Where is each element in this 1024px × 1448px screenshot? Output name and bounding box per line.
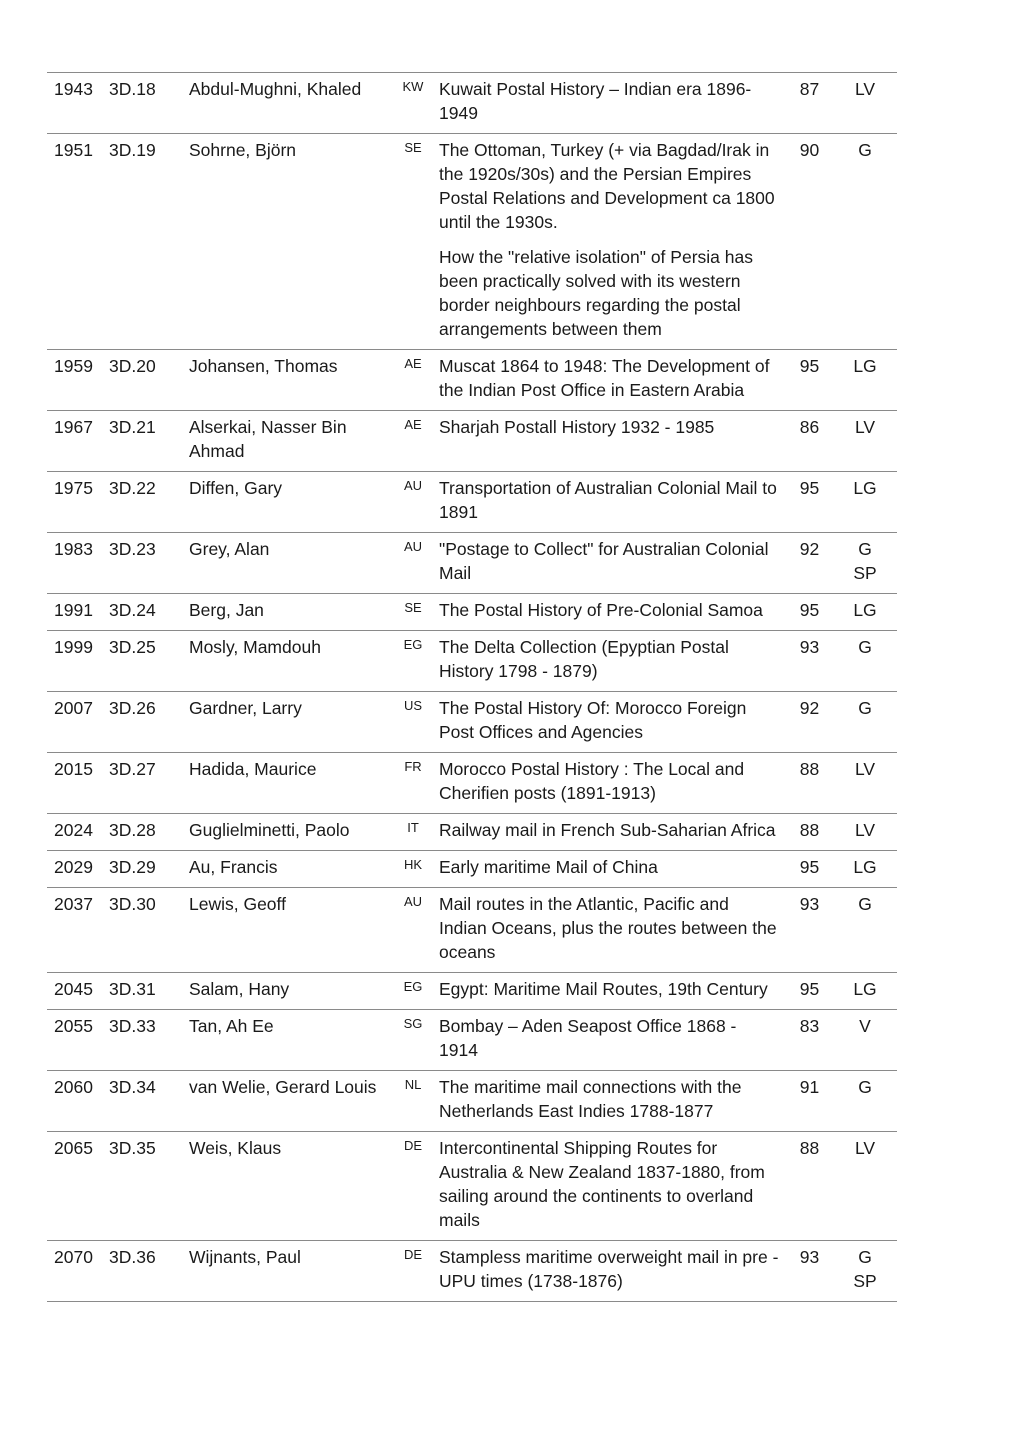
exhibitor-name: Grey, Alan	[185, 533, 393, 594]
exhibit-title-paragraph: Intercontinental Shipping Routes for Australia & New Zealand 1837-1880, from sailing around the continents to overland mails	[439, 1138, 765, 1230]
medal	[833, 1010, 897, 1071]
exhibitor-name: Alserkai, Nasser Bin Ahmad	[185, 411, 393, 472]
exhibitor-name: Johansen, Thomas	[185, 350, 393, 411]
class-code: 3D.21	[106, 411, 185, 472]
points: 93	[786, 1241, 833, 1302]
class-code: 3D.19	[106, 134, 185, 350]
medal-code: LG	[853, 857, 877, 877]
table-row	[47, 631, 897, 692]
country-code: DE	[393, 1241, 433, 1302]
frame-number: 1975	[47, 472, 106, 533]
exhibitor-name: van Welie, Gerard Louis	[185, 1071, 393, 1132]
exhibit-title-paragraph: The Postal History of Pre-Colonial Samoa	[439, 600, 763, 620]
exhibit-title-paragraph: How the "relative isolation" of Persia has been practically solved with its western border neighbours regarding the postal arrangements between them	[439, 247, 753, 339]
medal-code: LG	[853, 478, 877, 498]
frame-number: 2060	[47, 1071, 106, 1132]
class-code: 3D.34	[106, 1071, 185, 1132]
medal	[833, 533, 897, 594]
exhibitor-name: Wijnants, Paul	[185, 1241, 393, 1302]
exhibit-title	[433, 1241, 786, 1302]
class-code: 3D.24	[106, 594, 185, 631]
table-row	[47, 472, 897, 533]
exhibit-title	[433, 1132, 786, 1241]
medal-code: G	[858, 1077, 872, 1097]
frame-number: 2037	[47, 888, 106, 973]
exhibitor-name: Weis, Klaus	[185, 1132, 393, 1241]
points: 93	[786, 631, 833, 692]
country-code: AU	[393, 888, 433, 973]
medal	[833, 1132, 897, 1241]
table-row	[47, 533, 897, 594]
country-code: DE	[393, 1132, 433, 1241]
exhibitor-name: Sohrne, Björn	[185, 134, 393, 350]
frame-number: 2055	[47, 1010, 106, 1071]
exhibit-title-paragraph: Mail routes in the Atlantic, Pacific and Indian Oceans, plus the routes between the oceans	[439, 894, 777, 962]
table-row	[47, 594, 897, 631]
exhibit-title	[433, 73, 786, 134]
frame-number: 2024	[47, 814, 106, 851]
medal-code: G	[858, 140, 872, 160]
country-code: HK	[393, 851, 433, 888]
medal-code: SP	[853, 1271, 877, 1291]
frame-number: 2070	[47, 1241, 106, 1302]
medal	[833, 973, 897, 1010]
country-code: US	[393, 692, 433, 753]
table-row	[47, 134, 897, 350]
medal	[833, 753, 897, 814]
medal-code: SP	[853, 563, 877, 583]
exhibitor-name: Au, Francis	[185, 851, 393, 888]
class-code: 3D.36	[106, 1241, 185, 1302]
medal	[833, 692, 897, 753]
medal-code: LV	[854, 820, 876, 840]
medal	[833, 851, 897, 888]
medal	[833, 888, 897, 973]
exhibit-title	[433, 1071, 786, 1132]
class-code: 3D.27	[106, 753, 185, 814]
medal	[833, 631, 897, 692]
frame-number: 2065	[47, 1132, 106, 1241]
country-code: KW	[393, 73, 433, 134]
exhibit-title	[433, 753, 786, 814]
table-row	[47, 888, 897, 973]
points: 95	[786, 472, 833, 533]
class-code: 3D.28	[106, 814, 185, 851]
medal	[833, 1241, 897, 1302]
points: 95	[786, 350, 833, 411]
exhibitor-name: Abdul-Mughni, Khaled	[185, 73, 393, 134]
exhibitor-name: Berg, Jan	[185, 594, 393, 631]
exhibit-title-paragraph: The Ottoman, Turkey (+ via Bagdad/Irak in the 1920s/30s) and the Persian Empires Postal Relations and Development ca 1800 until the 1930s.	[439, 140, 775, 232]
exhibit-title	[433, 350, 786, 411]
table-row	[47, 753, 897, 814]
points: 95	[786, 851, 833, 888]
class-code: 3D.22	[106, 472, 185, 533]
medal-code: LV	[854, 759, 876, 779]
country-code: IT	[393, 814, 433, 851]
medal	[833, 411, 897, 472]
frame-number: 1983	[47, 533, 106, 594]
exhibit-title	[433, 631, 786, 692]
frame-number: 1951	[47, 134, 106, 350]
points: 92	[786, 692, 833, 753]
points: 90	[786, 134, 833, 350]
exhibit-title-paragraph: The maritime mail connections with the Netherlands East Indies 1788-1877	[439, 1077, 742, 1121]
medal-code: G	[858, 894, 872, 914]
table-row	[47, 973, 897, 1010]
points: 95	[786, 973, 833, 1010]
points: 83	[786, 1010, 833, 1071]
exhibit-title	[433, 594, 786, 631]
points: 86	[786, 411, 833, 472]
exhibit-title	[433, 134, 786, 350]
exhibit-title-paragraph: Early maritime Mail of China	[439, 857, 658, 877]
medal	[833, 1071, 897, 1132]
exhibitor-name: Hadida, Maurice	[185, 753, 393, 814]
class-code: 3D.30	[106, 888, 185, 973]
country-code: EG	[393, 973, 433, 1010]
exhibit-title	[433, 692, 786, 753]
class-code: 3D.18	[106, 73, 185, 134]
frame-number: 2015	[47, 753, 106, 814]
exhibitor-name: Diffen, Gary	[185, 472, 393, 533]
exhibit-title-paragraph: Stampless maritime overweight mail in pre -UPU times (1738-1876)	[439, 1247, 779, 1291]
exhibitor-name: Salam, Hany	[185, 973, 393, 1010]
class-code: 3D.29	[106, 851, 185, 888]
results-body	[47, 73, 897, 1302]
frame-number: 2029	[47, 851, 106, 888]
points: 95	[786, 594, 833, 631]
points: 88	[786, 1132, 833, 1241]
exhibit-title	[433, 1010, 786, 1071]
country-code: AU	[393, 472, 433, 533]
exhibit-title	[433, 533, 786, 594]
country-code: SG	[393, 1010, 433, 1071]
exhibitor-name: Guglielminetti, Paolo	[185, 814, 393, 851]
table-row	[47, 1010, 897, 1071]
country-code: SE	[393, 134, 433, 350]
frame-number: 1959	[47, 350, 106, 411]
exhibit-title-paragraph: The Postal History Of: Morocco Foreign Post Offices and Agencies	[439, 698, 747, 742]
country-code: SE	[393, 594, 433, 631]
frame-number: 1943	[47, 73, 106, 134]
exhibit-title-paragraph: Transportation of Australian Colonial Mail to 1891	[439, 478, 777, 522]
frame-number: 2045	[47, 973, 106, 1010]
table-row	[47, 851, 897, 888]
exhibit-title-paragraph: Sharjah Postall History 1932 - 1985	[439, 417, 715, 437]
exhibit-title-paragraph: Egypt: Maritime Mail Routes, 19th Century	[439, 979, 768, 999]
points: 92	[786, 533, 833, 594]
country-code: FR	[393, 753, 433, 814]
results-table	[47, 72, 897, 1302]
medal	[833, 134, 897, 350]
medal-code: G	[858, 539, 872, 559]
frame-number: 2007	[47, 692, 106, 753]
country-code: NL	[393, 1071, 433, 1132]
exhibit-title	[433, 888, 786, 973]
medal-code: LG	[853, 600, 877, 620]
table-row	[47, 692, 897, 753]
table-row	[47, 814, 897, 851]
class-code: 3D.20	[106, 350, 185, 411]
exhibit-title-paragraph: Bombay – Aden Seapost Office 1868 - 1914	[439, 1016, 737, 1060]
exhibit-title	[433, 851, 786, 888]
medal-code: V	[859, 1016, 871, 1036]
exhibit-title	[433, 814, 786, 851]
class-code: 3D.23	[106, 533, 185, 594]
table-row	[47, 350, 897, 411]
points: 88	[786, 753, 833, 814]
medal-code: LV	[854, 79, 876, 99]
medal	[833, 73, 897, 134]
exhibitor-name: Mosly, Mamdouh	[185, 631, 393, 692]
table-row	[47, 411, 897, 472]
points: 93	[786, 888, 833, 973]
medal-code: LV	[854, 417, 876, 437]
points: 91	[786, 1071, 833, 1132]
points: 87	[786, 73, 833, 134]
frame-number: 1967	[47, 411, 106, 472]
medal-code: G	[858, 1247, 872, 1267]
frame-number: 1999	[47, 631, 106, 692]
exhibit-title	[433, 472, 786, 533]
table-row	[47, 1132, 897, 1241]
exhibitor-name: Tan, Ah Ee	[185, 1010, 393, 1071]
medal	[833, 594, 897, 631]
class-code: 3D.25	[106, 631, 185, 692]
class-code: 3D.33	[106, 1010, 185, 1071]
table-row	[47, 73, 897, 134]
class-code: 3D.26	[106, 692, 185, 753]
points: 88	[786, 814, 833, 851]
frame-number: 1991	[47, 594, 106, 631]
exhibit-title-paragraph: "Postage to Collect" for Australian Colonial Mail	[439, 539, 769, 583]
exhibit-title-paragraph: Railway mail in French Sub-Saharian Africa	[439, 820, 776, 840]
country-code: AE	[393, 411, 433, 472]
country-code: AU	[393, 533, 433, 594]
medal-code: LG	[853, 356, 877, 376]
medal	[833, 472, 897, 533]
medal-code: G	[858, 637, 872, 657]
exhibit-title-paragraph: The Delta Collection (Epyptian Postal History 1798 - 1879)	[439, 637, 729, 681]
exhibit-title-paragraph: Muscat 1864 to 1948: The Development of the Indian Post Office in Eastern Arabia	[439, 356, 770, 400]
medal-code: LG	[853, 979, 877, 999]
class-code: 3D.31	[106, 973, 185, 1010]
exhibitor-name: Gardner, Larry	[185, 692, 393, 753]
table-row	[47, 1071, 897, 1132]
medal	[833, 350, 897, 411]
class-code: 3D.35	[106, 1132, 185, 1241]
medal	[833, 814, 897, 851]
exhibit-title	[433, 973, 786, 1010]
exhibit-title-paragraph: Morocco Postal History : The Local and Cherifien posts (1891-1913)	[439, 759, 745, 803]
exhibit-title-paragraph: Kuwait Postal History – Indian era 1896-1949	[439, 79, 752, 123]
table-row	[47, 1241, 897, 1302]
medal-code: G	[858, 698, 872, 718]
exhibit-title	[433, 411, 786, 472]
exhibitor-name: Lewis, Geoff	[185, 888, 393, 973]
country-code: EG	[393, 631, 433, 692]
medal-code: LV	[854, 1138, 876, 1158]
country-code: AE	[393, 350, 433, 411]
